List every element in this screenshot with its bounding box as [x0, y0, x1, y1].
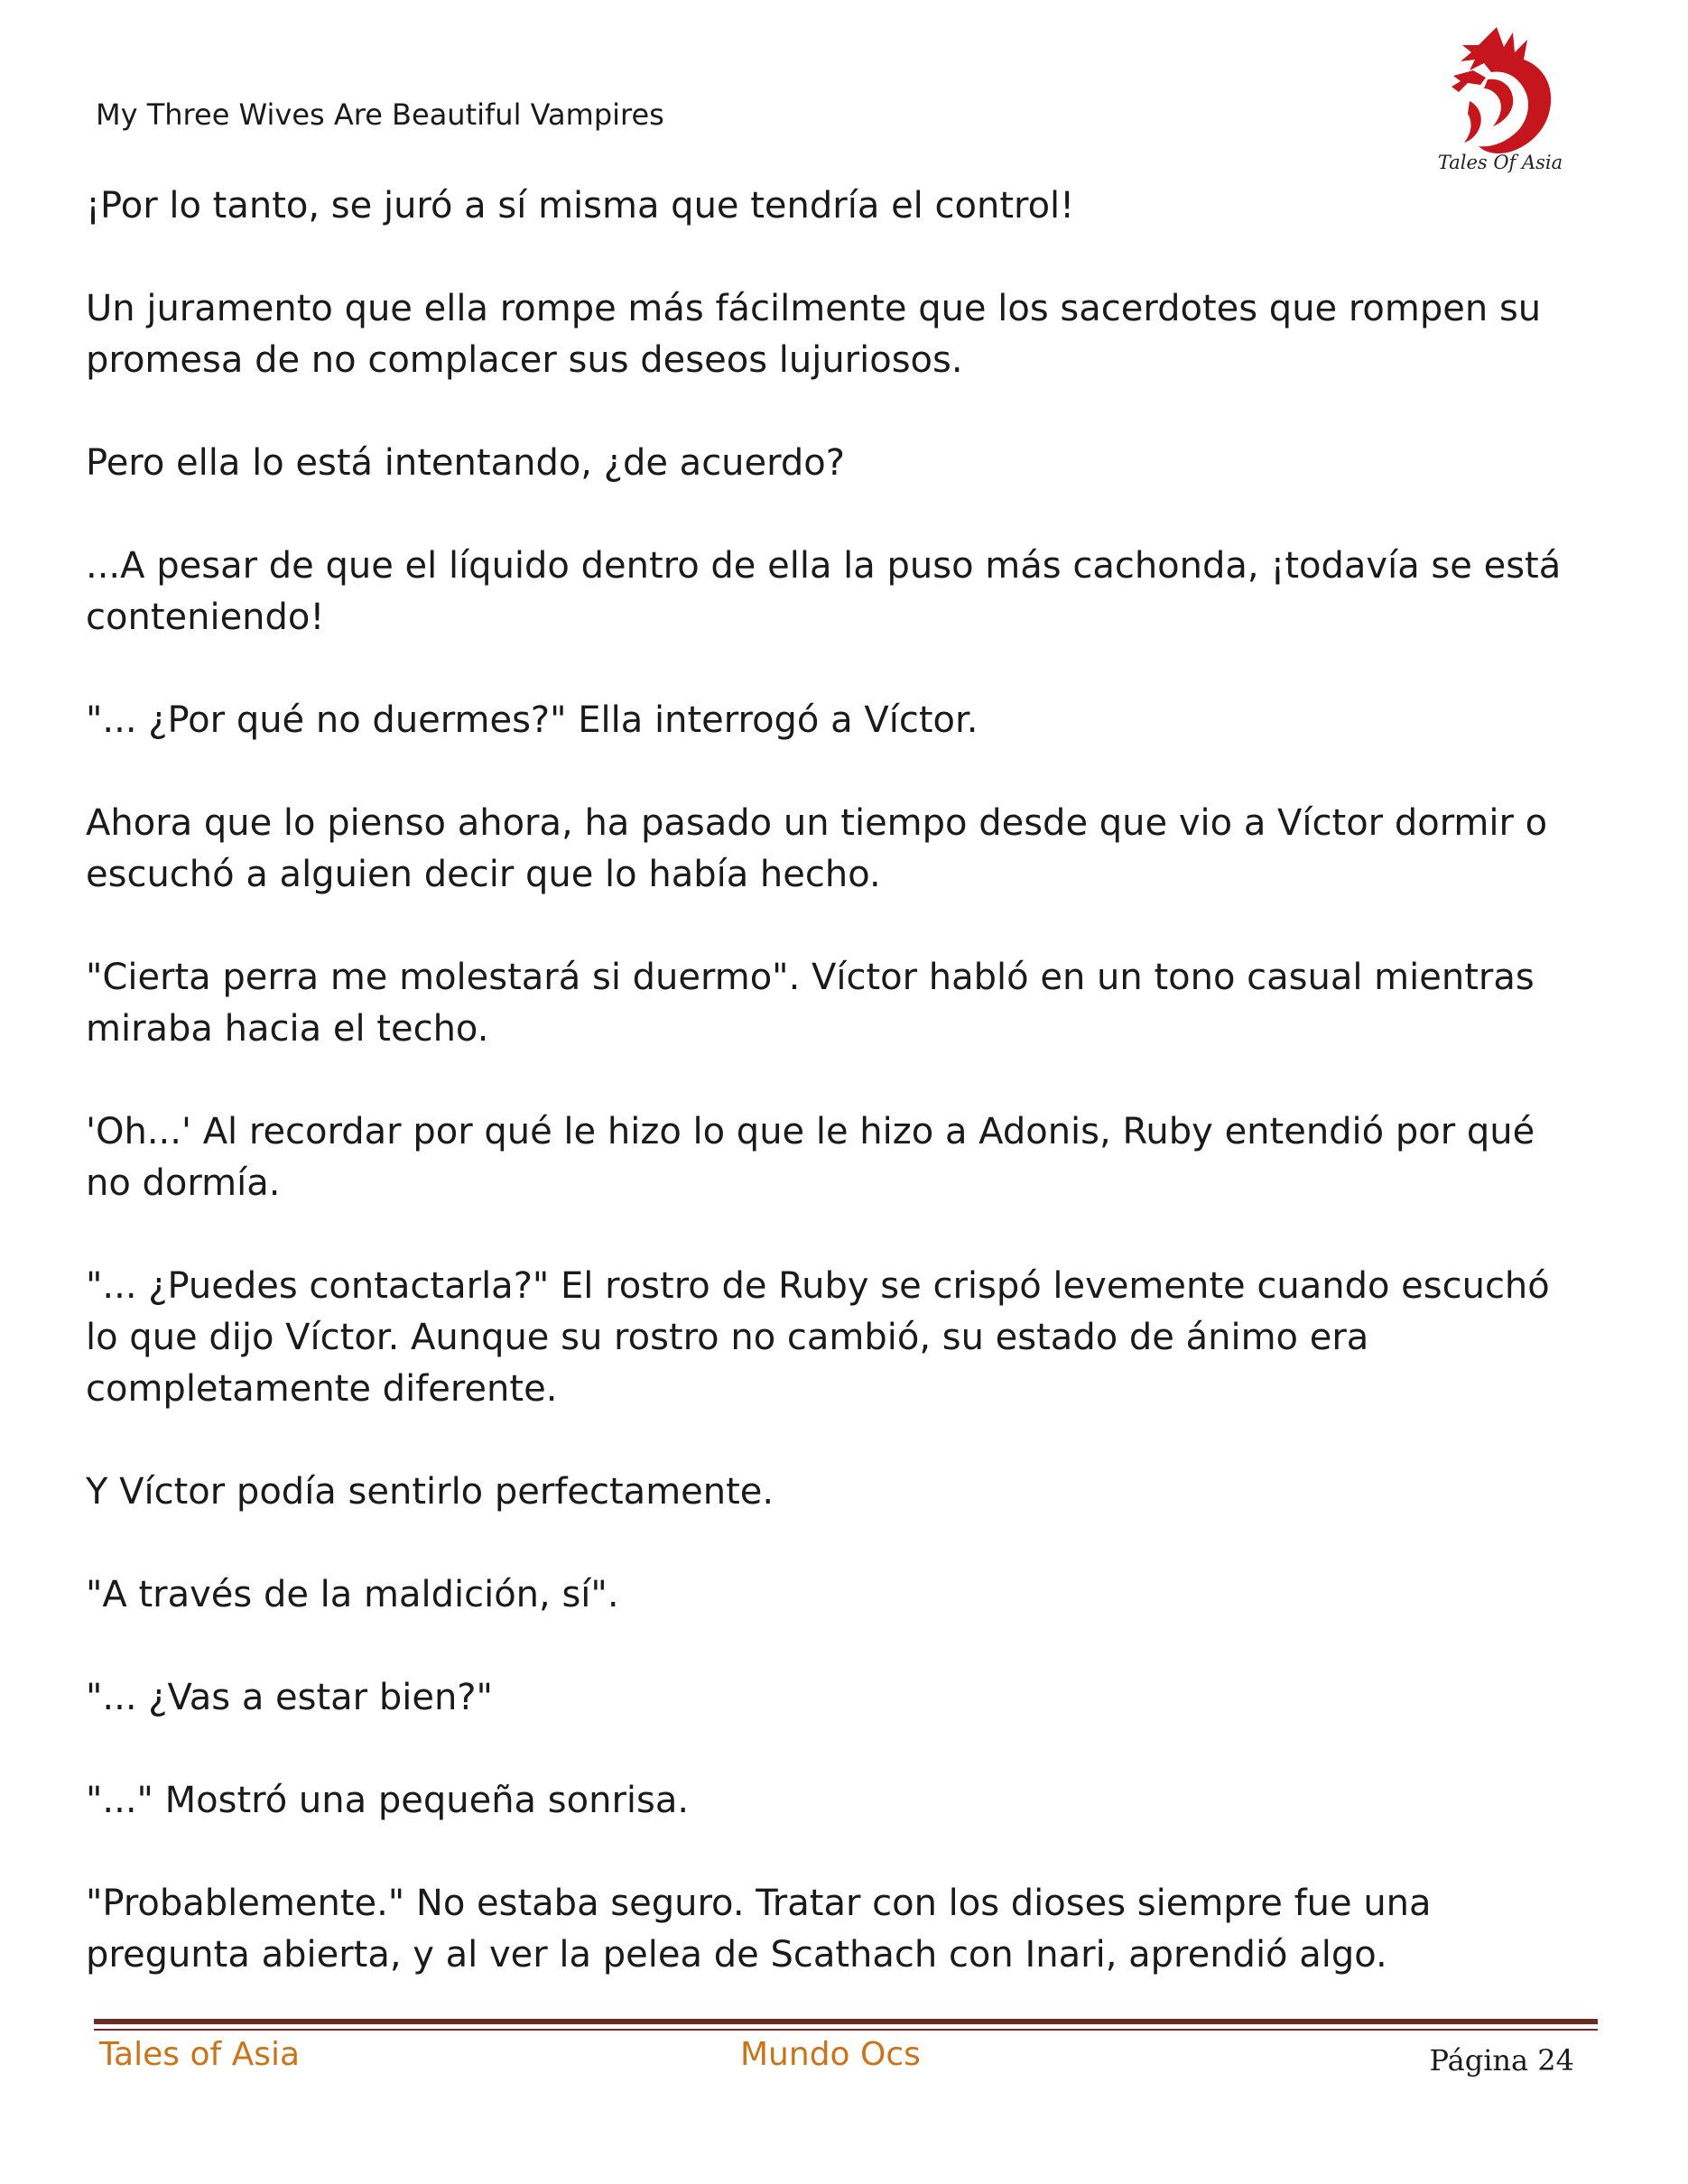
paragraph: 'Oh...' Al recordar por qué le hizo lo que le hizo a Adonis, Ruby entendió por qué no dormía. — [86, 1111, 1535, 1204]
footer-divider-thin — [94, 2029, 1598, 2031]
paragraph: "... ¿Vas a estar bien?" — [86, 1677, 493, 1718]
footer-divider — [94, 2019, 1598, 2024]
header-title: My Three Wives Are Beautiful Vampires — [96, 97, 664, 132]
paragraph: Pero ella lo está intentando, ¿de acuerdo? — [86, 442, 845, 484]
page-number: Página 24 — [1429, 2043, 1574, 2078]
paragraph: Y Víctor podía sentirlo perfectamente. — [86, 1471, 774, 1513]
paragraph: "A través de la maldición, sí". — [86, 1574, 619, 1615]
body-text — [86, 180, 1584, 2032]
paragraph: ¡Por lo tanto, se juró a sí misma que tendría el control! — [86, 185, 1075, 227]
paragraph: "... ¿Puedes contactarla?" El rostro de Ruby se crispó levemente cuando escuchó lo que dijo Víctor. Aunque su rostro no cambió, su estado de ánimo era completamente diferente. — [86, 1265, 1550, 1410]
paragraph: "..." Mostró una pequeña sonrisa. — [86, 1780, 690, 1821]
paragraph: "... ¿Por qué no duermes?" Ella interrogó a Víctor. — [86, 699, 978, 741]
footer-left-text: Tales of Asia — [99, 2036, 301, 2073]
paragraph: ...A pesar de que el líquido dentro de ella la puso más cachonda, ¡todavía se está conteniendo! — [86, 545, 1562, 638]
paragraph: "Cierta perra me molestará si duermo". Víctor habló en un tono casual mientras miraba hacia el techo. — [86, 957, 1535, 1050]
paragraph: Un juramento que ella rompe más fácilmente que los sacerdotes que rompen su promesa de no complacer sus deseos lujuriosos. — [86, 288, 1542, 381]
logo-text: Tales Of Asia — [1437, 152, 1563, 173]
paragraph: "Probablemente." No estaba seguro. Tratar con los dioses siempre fue una pregunta abierta, y al ver la pelea de Scathach con Inari, aprendió algo. — [86, 1883, 1432, 1976]
paragraph: Ahora que lo pienso ahora, ha pasado un tiempo desde que vio a Víctor dormir o escuchó a alguien decir que lo había hecho. — [86, 802, 1548, 895]
footer-center-text: Mundo Ocs — [740, 2036, 921, 2073]
